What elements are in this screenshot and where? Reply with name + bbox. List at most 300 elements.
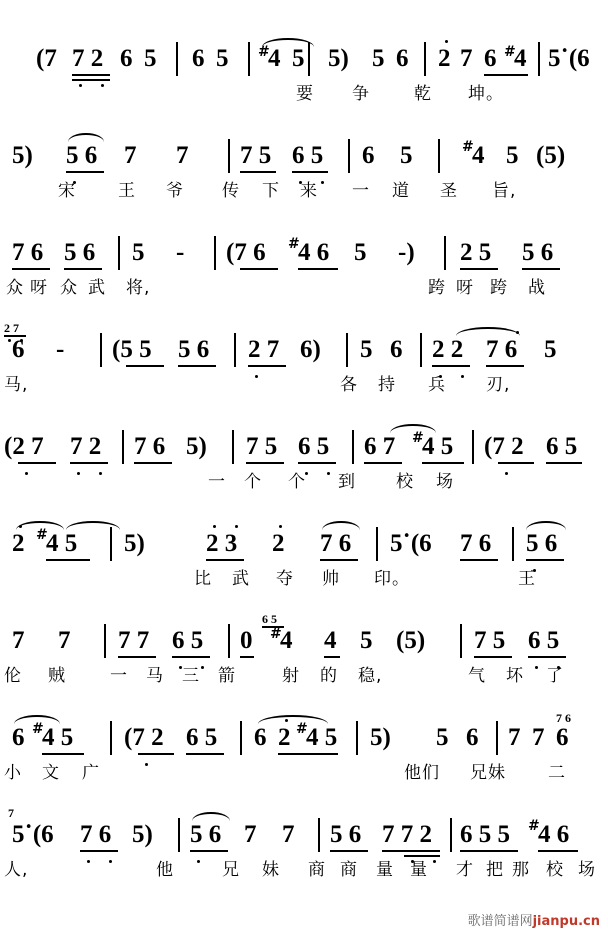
lyric-syllable: 量 [410, 860, 428, 880]
beam [178, 365, 216, 367]
note: 4 5 [306, 724, 338, 751]
lyric-syllable: 他 [156, 860, 174, 880]
note: 6 [254, 724, 267, 751]
note: (7 [36, 45, 57, 72]
note: 4 [324, 627, 337, 654]
barline [176, 42, 178, 76]
tie [68, 133, 104, 142]
lyric-syllable: 乾 [414, 84, 432, 104]
lyric-syllable: 个 [288, 472, 306, 492]
note: 7 [282, 821, 295, 848]
barline [214, 236, 216, 270]
lyric-syllable: 比 [194, 569, 212, 589]
lyric-row-6 [0, 569, 608, 603]
lyric-syllable: 马 [146, 666, 164, 686]
note [560, 46, 566, 71]
beam [46, 559, 90, 561]
note: (2 7 [4, 433, 44, 460]
lyric-syllable: 呀 [456, 278, 474, 298]
note: 2 7 [248, 336, 280, 363]
note: 6 [484, 45, 497, 72]
accidental-sharp: # [270, 626, 282, 642]
barline [104, 624, 106, 658]
note: 2 2 [432, 336, 464, 363]
beam [80, 850, 118, 852]
lyric-syllable: 文 [42, 763, 60, 783]
lyric-syllable: 来 [300, 181, 318, 201]
beam [364, 462, 402, 464]
music-system-7 [0, 610, 608, 707]
barline [110, 721, 112, 755]
note: - [56, 336, 65, 363]
barline [496, 721, 498, 755]
notation-row-5 [0, 416, 608, 472]
lyric-syllable: 伦 [4, 666, 22, 686]
note: 5 [506, 142, 519, 169]
note: 6 [120, 45, 133, 72]
beam [460, 850, 518, 852]
note: 5˙(6 [390, 530, 432, 557]
music-system-4 [0, 319, 608, 416]
lyric-syllable: 王 [518, 569, 536, 589]
note: (5) [396, 627, 426, 654]
note: 2 5 [460, 239, 492, 266]
note: 7 [58, 627, 71, 654]
notation-row-2 [0, 125, 608, 181]
beam [538, 850, 578, 852]
barline [240, 721, 242, 755]
beam [278, 753, 338, 755]
music-system-6 [0, 513, 608, 610]
note: 5 6 [66, 142, 98, 169]
lyric-syllable: 圣 [440, 181, 458, 201]
beam [66, 171, 104, 173]
lyric-syllable: 那 [512, 860, 530, 880]
beam [240, 656, 254, 658]
beam [18, 462, 56, 464]
beam [190, 850, 228, 852]
watermark-site: jianpu.cn [532, 914, 600, 929]
beam [240, 171, 276, 173]
lyric-syllable: 爷 [166, 181, 184, 201]
music-system-5 [0, 416, 608, 513]
barline [346, 333, 348, 367]
note: 7 [12, 627, 25, 654]
note: 7 6 [320, 530, 352, 557]
barline [450, 818, 452, 852]
barline [232, 430, 234, 464]
lyric-syllable: 小 [4, 763, 22, 783]
barline [110, 527, 112, 561]
beam [246, 462, 284, 464]
lyric-syllable: 兄 [222, 860, 240, 880]
beam [134, 462, 172, 464]
note: 5 6 [522, 239, 554, 266]
note: 5 [436, 724, 449, 751]
note: 6 5 [186, 724, 218, 751]
barline [228, 624, 230, 658]
lyric-syllable: 一 [352, 181, 370, 201]
note: 5 [544, 336, 557, 363]
note: 6 [466, 724, 479, 751]
note: 5) [124, 530, 145, 557]
barline [512, 527, 514, 561]
note: 5 [132, 239, 145, 266]
tie [526, 521, 566, 530]
octave-dot-high [213, 525, 216, 528]
note: 5 [144, 45, 157, 72]
lyric-row-3 [0, 278, 608, 312]
note: 5) [186, 433, 207, 460]
note: 5 6 [526, 530, 558, 557]
lyric-syllable: 跨 [428, 278, 446, 298]
note: 6 [396, 45, 409, 72]
note: 6 [192, 45, 205, 72]
note: 6) [300, 336, 321, 363]
watermark [468, 910, 600, 929]
note: 7 7 2 [382, 821, 432, 848]
note: 7 5 [474, 627, 506, 654]
note: 5 [360, 336, 373, 363]
beam [126, 365, 164, 367]
lyric-syllable: 印。 [374, 569, 410, 589]
notation-row-9 [0, 804, 608, 860]
accidental-sharp: # [504, 44, 516, 60]
beam [298, 462, 336, 464]
barline [424, 42, 426, 76]
note: 4 [280, 627, 293, 654]
barline [100, 333, 102, 367]
beam [186, 753, 224, 755]
note: 7 [532, 724, 545, 751]
lyric-row-8 [0, 763, 608, 797]
note: 7 [460, 45, 473, 72]
barline [460, 624, 462, 658]
lyric-syllable: 下 [262, 181, 280, 201]
beam [404, 855, 440, 857]
lyric-syllable: 箭 [218, 666, 236, 686]
beam [298, 268, 338, 270]
note: 5 [354, 239, 367, 266]
music-system-1 [0, 28, 608, 125]
barline [118, 236, 120, 270]
lyric-syllable: 要 [296, 84, 314, 104]
watermark-label: 歌谱简谱网 [467, 914, 533, 929]
note: 2 [12, 530, 25, 557]
note: 6 5 [546, 433, 578, 460]
accidental-sharp: # [462, 139, 474, 155]
note: 4 5 [46, 530, 78, 557]
barline [248, 42, 250, 76]
beam [474, 656, 512, 658]
lyric-syllable: 商 [308, 860, 326, 880]
beam [248, 365, 286, 367]
accidental-sharp: # [258, 44, 270, 60]
note: (7 6 [226, 239, 266, 266]
note: 6 5 [172, 627, 204, 654]
tie [390, 424, 436, 433]
barline [234, 333, 236, 367]
note: 7 2 [70, 433, 102, 460]
beam [484, 74, 528, 76]
lyric-syllable: 道 [392, 181, 410, 201]
beam [72, 74, 110, 76]
beam [72, 79, 110, 81]
note: 7 5 [246, 433, 278, 460]
lyric-syllable: 校 [396, 472, 414, 492]
lyric-row-2 [0, 181, 608, 215]
note: (5) [536, 142, 566, 169]
beam [330, 850, 368, 852]
note: (7 2 [124, 724, 164, 751]
beam [546, 462, 582, 464]
beam [382, 850, 440, 852]
lyric-syllable: 他们 [404, 763, 440, 783]
beam [64, 268, 102, 270]
beam [320, 559, 358, 561]
tie [14, 715, 60, 724]
note: (7 2 [484, 433, 524, 460]
note: 7 [176, 142, 189, 169]
note: 6 [362, 142, 375, 169]
lyric-syllable: 妹 [262, 860, 280, 880]
lyric-syllable: 众 [60, 278, 78, 298]
beam [138, 753, 174, 755]
lyric-syllable: 跨 [490, 278, 508, 298]
note: 2 3 [206, 530, 238, 557]
tie [192, 812, 230, 821]
note: 5) [370, 724, 391, 751]
note: 5 [292, 45, 305, 72]
music-system-8 [0, 707, 608, 804]
note: 5 6 [330, 821, 362, 848]
lyric-syllable: 校 [546, 860, 564, 880]
note: 5 [400, 142, 413, 169]
barline [438, 139, 440, 173]
note: 5 [372, 45, 385, 72]
accidental-sharp: # [32, 721, 44, 737]
beam [118, 656, 156, 658]
note: 7 6 [80, 821, 112, 848]
note: 5 6 [178, 336, 210, 363]
lyric-syllable: 人, [4, 860, 29, 880]
lyric-syllable: 旨, [492, 181, 517, 201]
octave-dot-low [8, 339, 11, 342]
notation-row-4 [0, 319, 608, 375]
accidental-sharp: # [296, 721, 308, 737]
note: 6 5 5 [460, 821, 510, 848]
lyric-syllable: 各 [340, 375, 358, 395]
beam [528, 656, 566, 658]
lyric-syllable: 宋 [58, 181, 76, 201]
beam [240, 268, 278, 270]
lyric-syllable: 稳, [358, 666, 383, 686]
note: 2 [438, 45, 451, 72]
note: 4 6 [538, 821, 570, 848]
lyric-syllable: 武 [232, 569, 250, 589]
note: 7 [124, 142, 137, 169]
lyric-syllable: 把 [486, 860, 504, 880]
lyric-syllable: 战 [528, 278, 546, 298]
note: 5˙(6 [12, 821, 54, 848]
grace-note: 7 [8, 806, 14, 820]
barline [178, 818, 180, 852]
accidental-sharp: # [412, 430, 424, 446]
note: 6 5 [292, 142, 324, 169]
tie [16, 521, 64, 530]
note: - [176, 239, 185, 266]
barline [308, 42, 310, 76]
beam [522, 268, 560, 270]
beam [486, 365, 524, 367]
lyric-syllable: 传 [222, 181, 240, 201]
note: 6 [556, 724, 569, 751]
beam [460, 268, 498, 270]
music-system-2 [0, 125, 608, 222]
lyric-syllable: 坤。 [468, 84, 504, 104]
note: 7 5 [240, 142, 272, 169]
lyric-syllable: 射 [282, 666, 300, 686]
beam [172, 656, 210, 658]
lyric-syllable: 持 [378, 375, 396, 395]
lyric-syllable: 二 [548, 763, 566, 783]
beam [498, 462, 534, 464]
lyric-row-5 [0, 472, 608, 506]
note: 5) [328, 45, 349, 72]
lyric-syllable: 量 [376, 860, 394, 880]
lyric-syllable: 争 [352, 84, 370, 104]
note: 4 [514, 45, 527, 72]
notation-row-3 [0, 222, 608, 278]
note: 4 6 [298, 239, 330, 266]
note: 5 [216, 45, 229, 72]
accidental-sharp: # [288, 236, 300, 252]
note: 2 [272, 530, 285, 557]
note: 7 6 [460, 530, 492, 557]
lyric-syllable: 帅 [322, 569, 340, 589]
barline [122, 430, 124, 464]
lyric-syllable: 了 [546, 666, 564, 686]
barline [318, 818, 320, 852]
accidental-sharp: # [36, 527, 48, 543]
notation-row-7 [0, 610, 608, 666]
note: 7 [508, 724, 521, 751]
note: 6 7 [364, 433, 396, 460]
beam [206, 559, 244, 561]
note: 7 6 [486, 336, 518, 363]
note: 5) [132, 821, 153, 848]
barline [538, 42, 540, 76]
barline [472, 430, 474, 464]
tie [262, 38, 314, 47]
note: 0 [240, 627, 253, 654]
lyric-row-7 [0, 666, 608, 700]
note: -) [398, 239, 415, 266]
beam [70, 462, 108, 464]
beam [42, 753, 84, 755]
lyric-syllable: 兵 [428, 375, 446, 395]
lyric-syllable: 场 [436, 472, 454, 492]
lyric-syllable: 个 [244, 472, 262, 492]
note: 5˙(6 [548, 45, 590, 72]
notation-row-8 [0, 707, 608, 763]
lyric-syllable: 的 [320, 666, 338, 686]
beam [324, 656, 340, 658]
lyric-syllable: 武 [88, 278, 106, 298]
lyric-syllable: 一 [208, 472, 226, 492]
notation-row-6 [0, 513, 608, 569]
octave-dot-high [445, 40, 448, 43]
lyric-row-9 [0, 860, 608, 894]
lyric-syllable: 场 [578, 860, 596, 880]
note: 4 [268, 45, 281, 72]
notation-row-1 [0, 28, 608, 84]
lyric-row-4 [0, 375, 608, 409]
note: 6 [12, 336, 25, 363]
lyric-syllable: 三 [182, 666, 200, 686]
note: 7 7 [118, 627, 150, 654]
barline [444, 236, 446, 270]
tie [456, 327, 520, 336]
tie [258, 715, 328, 724]
octave-dot-high [235, 525, 238, 528]
note: 7 6 [12, 239, 44, 266]
lyric-syllable: 坏 [506, 666, 524, 686]
lyric-syllable: 一 [110, 666, 128, 686]
lyric-syllable: 贼 [48, 666, 66, 686]
beam [432, 365, 470, 367]
barline [376, 527, 378, 561]
note: 7 2 [72, 45, 104, 72]
octave-dot-high [279, 525, 282, 528]
note: 6 [390, 336, 403, 363]
lyric-syllable: 众 [6, 278, 24, 298]
lyric-syllable: 广 [82, 763, 100, 783]
grace-note: 7 6 [556, 711, 571, 725]
note: 7 6 [134, 433, 166, 460]
barline [352, 430, 354, 464]
beam [422, 462, 464, 464]
barline [356, 721, 358, 755]
grace-note: 6 5 [262, 612, 277, 626]
note: (5 5 [112, 336, 152, 363]
note: 6 [12, 724, 25, 751]
lyric-syllable: 夺 [276, 569, 294, 589]
lyric-syllable: 刃, [486, 375, 511, 395]
lyric-syllable: 呀 [30, 278, 48, 298]
accidental-sharp: # [528, 818, 540, 834]
lyric-row-1 [0, 84, 608, 118]
lyric-syllable: 将, [126, 278, 151, 298]
note: 7 [244, 821, 257, 848]
lyric-syllable: 才 [456, 860, 474, 880]
note: 4 [472, 142, 485, 169]
lyric-syllable: 气 [468, 666, 486, 686]
note: 4 5 [422, 433, 454, 460]
note: 5 6 [64, 239, 96, 266]
note: 5) [12, 142, 33, 169]
note: 2 [278, 724, 291, 751]
lyric-syllable: 马, [4, 375, 29, 395]
grace-note: 2 7 [4, 321, 19, 335]
music-system-9 [0, 804, 608, 901]
lyric-syllable: 兄妹 [470, 763, 506, 783]
music-system-3 [0, 222, 608, 319]
beam [526, 559, 564, 561]
barline [420, 333, 422, 367]
note: 6 5 [298, 433, 330, 460]
lyric-syllable: 到 [338, 472, 356, 492]
